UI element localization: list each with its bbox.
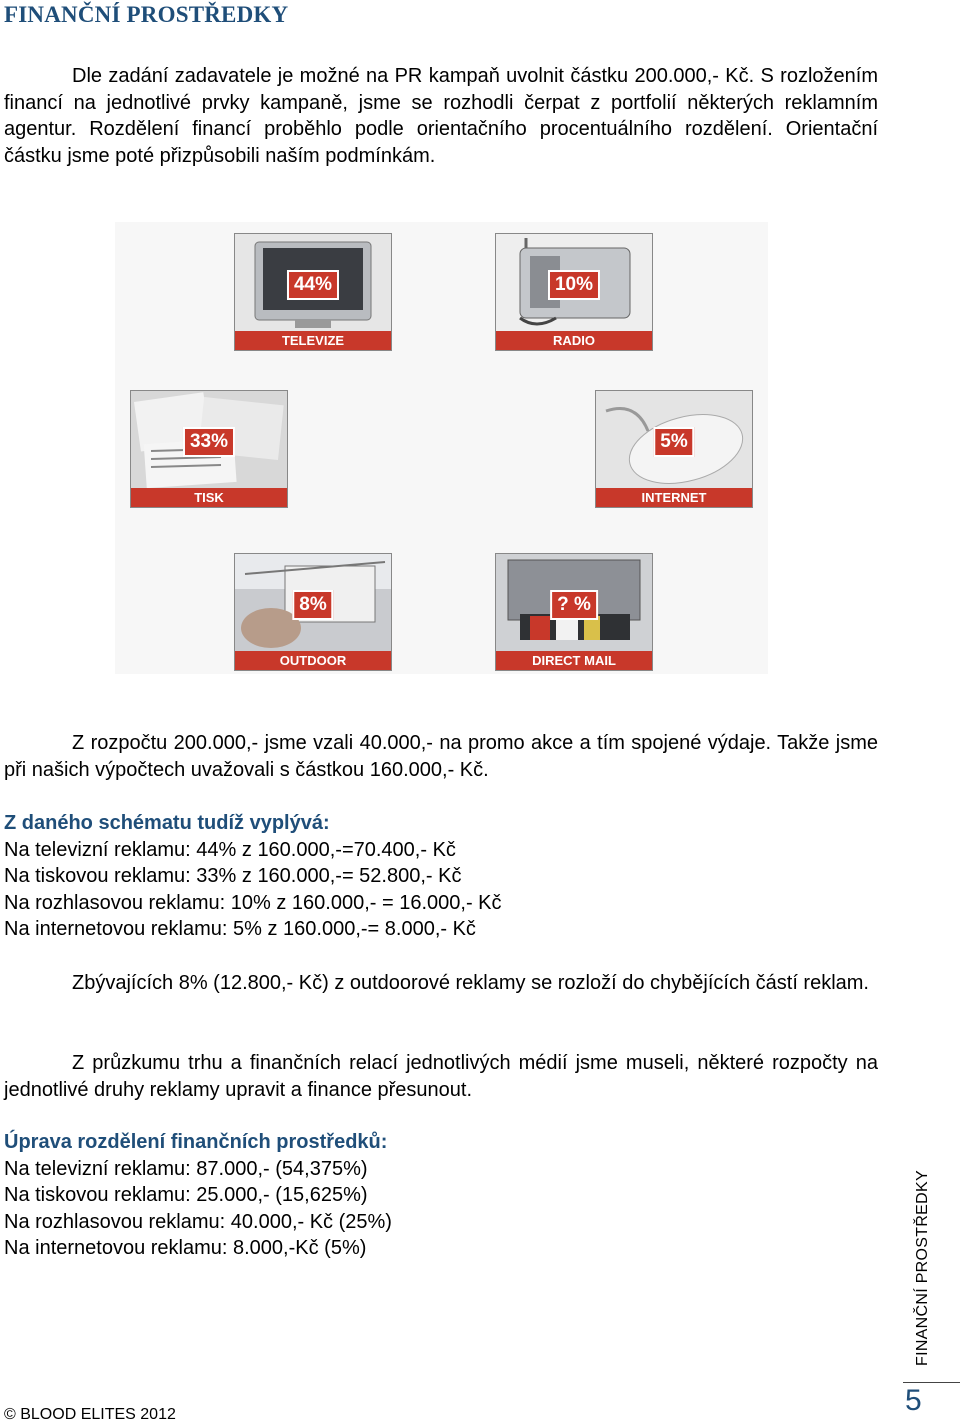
adjust-block <box>4 1129 878 1262</box>
budget-paragraph: Z rozpočtu 200.000,- jsme vzali 40.000,- na promo akce a tím spojené výdaje. Takže jsme při našich výpočtech uvažovali s částkou 160.000,- Kč. <box>4 732 878 781</box>
media-collage <box>115 222 768 674</box>
side-title-text: FINANČNÍ PROSTŘEDKY <box>914 1170 931 1366</box>
tile-label: TISK <box>131 488 287 507</box>
adjust-line: Na rozhlasovou reklamu: 40.000,- Kč (25%) <box>4 1210 392 1233</box>
tile-radio <box>495 233 653 351</box>
tile-internet <box>595 390 753 508</box>
schema-line: Na rozhlasovou reklamu: 10% z 160.000,- = 16.000,- Kč <box>4 891 502 914</box>
tile-label: TELEVIZE <box>235 331 391 350</box>
percent-badge: 8% <box>292 590 333 620</box>
adjust-title: Úprava rozdělení finančních prostředků: <box>4 1131 388 1153</box>
percent-badge: 44% <box>287 270 339 300</box>
tile-tisk <box>130 390 288 508</box>
side-divider <box>903 1382 960 1383</box>
schema-line: Na televizní reklamu: 44% z 160.000,-=70.400,- Kč <box>4 838 456 861</box>
adjust-line: Na televizní reklamu: 87.000,- (54,375%) <box>4 1157 368 1180</box>
page-heading: FINANČNÍ PROSTŘEDKY <box>4 2 289 27</box>
adjust-line: Na tiskovou reklamu: 25.000,- (15,625%) <box>4 1184 368 1206</box>
tile-label: DIRECT MAIL <box>496 651 652 670</box>
schema-title: Z daného schématu tudíž vyplývá: <box>4 812 330 834</box>
tile-label: OUTDOOR <box>235 651 391 670</box>
schema-line: Na internetovou reklamu: 5% z 160.000,-= 8.000,- Kč <box>4 918 476 940</box>
survey-paragraph: Z průzkumu trhu a finančních relací jednotlivých médií jsme museli, některé rozpočty na jednotlivé druhy reklamy upravit a finance přesunout. <box>4 1052 878 1101</box>
schema-block <box>4 810 878 943</box>
tile-outdoor <box>234 553 392 671</box>
footer-copyright: © BLOOD ELITES 2012 <box>4 1406 176 1423</box>
percent-badge: 33% <box>183 427 235 457</box>
tile-televize <box>234 233 392 351</box>
remaining-paragraph: Zbývajících 8% (12.800,- Kč) z outdoorové reklamy se rozloží do chybějících částí reklam. <box>72 972 869 994</box>
tile-label: RADIO <box>496 331 652 350</box>
percent-badge: 5% <box>653 427 694 457</box>
schema-line: Na tiskovou reklamu: 33% z 160.000,-= 52.800,- Kč <box>4 865 462 887</box>
adjust-line: Na internetovou reklamu: 8.000,-Kč (5%) <box>4 1237 367 1259</box>
tile-label: INTERNET <box>596 488 752 507</box>
percent-badge: 10% <box>548 270 600 300</box>
intro-paragraph: Dle zadání zadavatele je možné na PR kampaň uvolnit částku 200.000,- Kč. S rozložením financí na jednotlivé prvky kampaně, jsme se rozhodli čerpat z portfolií některých reklamním agentur. Rozdělení financí proběhlo podle orientačního procentuálního rozdělení. Orientační částku jsme poté přizpůsobili naším podmínkám. <box>4 65 878 167</box>
tile-direct-mail <box>495 553 653 671</box>
page-number: 5 <box>905 1384 922 1417</box>
percent-badge: ? % <box>550 590 598 620</box>
